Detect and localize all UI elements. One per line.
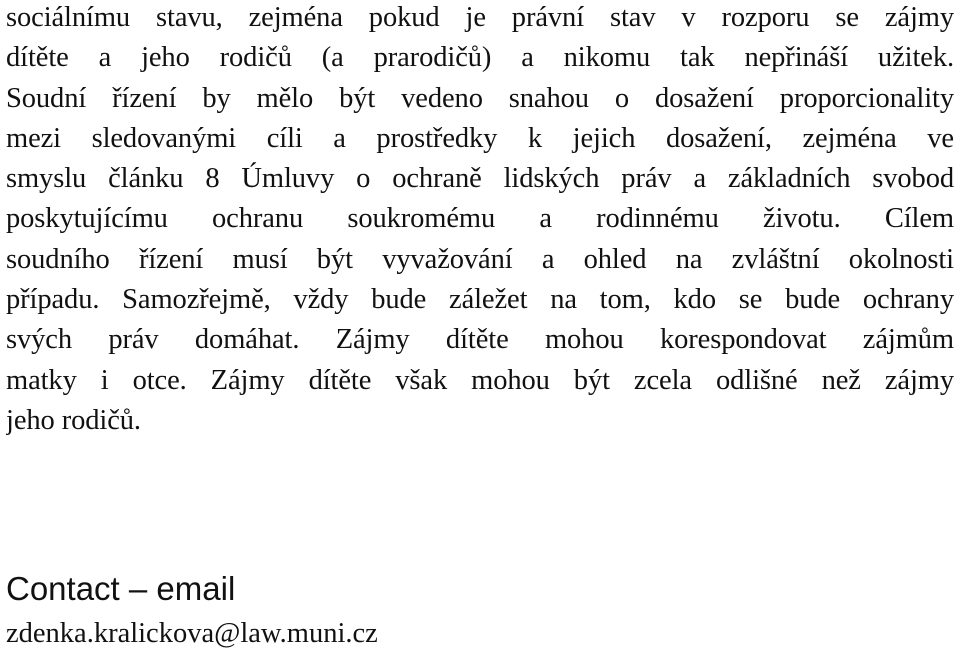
paragraph-line: mezi sledovanými cíli a prostředky k jejich dosažení, zejména ve [6, 122, 954, 154]
paragraph-line: Soudní řízení by mělo být vedeno snahou o dosažení proporcionality [6, 82, 954, 114]
paragraph-line: případu. Samozřejmě, vždy bude záležet na tom, kdo se bude ochrany [6, 284, 954, 316]
paragraph-line: smyslu článku 8 Úmluvy o ochraně lidských práv a základních svobod [6, 163, 954, 195]
paragraph-line: svých práv domáhat. Zájmy dítěte mohou korespondovat zájmům [6, 324, 954, 356]
paragraph-line: matky i otce. Zájmy dítěte však mohou být zcela odlišné než zájmy [6, 364, 954, 396]
contact-heading: Contact – email [6, 570, 236, 607]
paragraph-line: poskytujícímu ochranu soukromému a rodinnému životu. Cílem [6, 203, 954, 235]
document-page [6, 0, 954, 656]
paragraph-line: sociálnímu stavu, zejména pokud je právní stav v rozporu se zájmy [6, 2, 954, 33]
paragraph-line-last: jeho rodičů. [6, 404, 141, 436]
contact-email: zdenka.kralickova@law.muni.cz [6, 618, 378, 649]
paragraph-line: soudního řízení musí být vyvažování a ohled na zvláštní okolnosti [6, 243, 954, 275]
paragraph-line: dítěte a jeho rodičů (a prarodičů) a nikomu tak nepřináší užitek. [6, 42, 954, 74]
body-paragraph [6, 0, 954, 441]
